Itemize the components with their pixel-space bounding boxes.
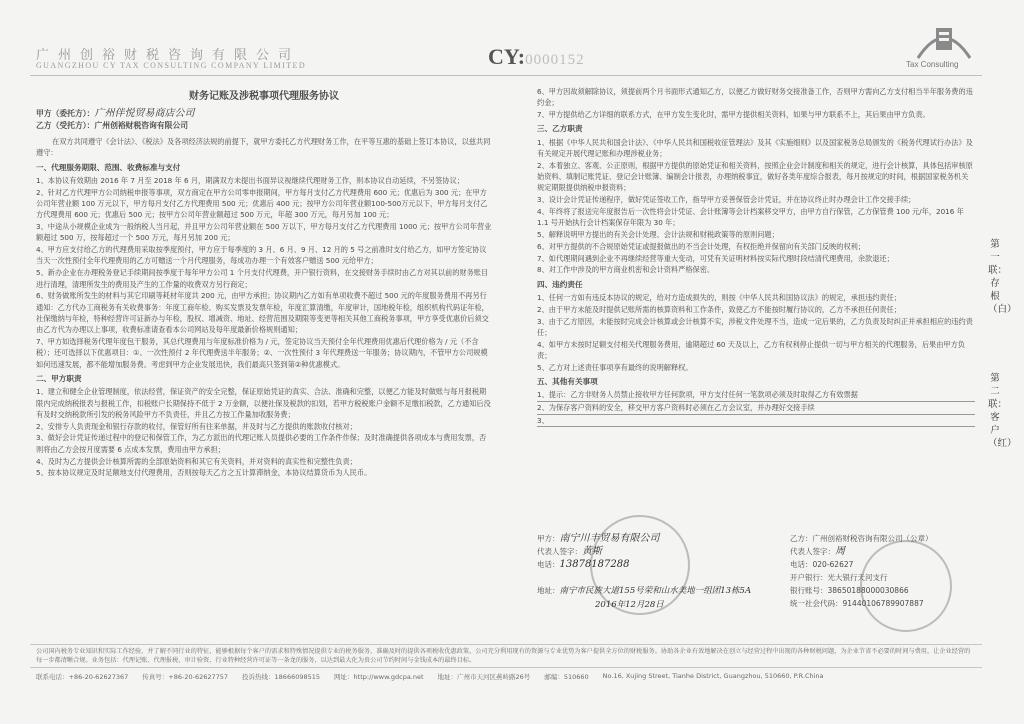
section-3-title: 三、乙方职责 [537,124,583,134]
section-2-title: 二、甲方职责 [36,373,82,383]
company-logo-icon [914,18,974,62]
clause: 2、本着独立、客观、公正原则，根据甲方提供的原始凭证和相关资料，按照企业会计制度和相关的规定，进行会计核算，具体包括审核原始资料、填制记账凭证、登记会计账簿、编制会计报表，办理纳税事宜，做好各类年度综合报表，每月按规定的时间，根据国家税务机关规定期限提供纳税申报资料； [537,160,973,193]
sig-credit-b-value: 91440106789907887 [842,599,924,608]
section-4-title: 四、违约责任 [537,279,583,289]
party-a-signature-block [537,532,787,612]
party-b-label: 乙方（受托方）： [36,121,95,130]
clause: 4、年终将了报送完年度报告后一次性将会计凭证、会计账簿等会计档案移交甲方，由甲方自行保管，乙方保管费 100 元/年，2016 年 1.1 号开始执行会计档案保存年限为 30 年； [537,206,964,228]
clause: 4、甲方应支付给乙方的代理费用采取按季度预付，甲方应于每季度的 3 月、6 月、9 月、12 月的 5 号之前准时支付给乙方，如甲方签定协议当天一次性预付全年代理费用的乙方可赠送一个月代理服务，每成功办理一个有效客户赠送 500 元给甲方； [36,245,487,266]
party-a-line [36,108,492,120]
footer-tel: 联系电话：+86-20-62627367 [36,673,129,681]
party-a-value: 广州伴悦贸易商店公司 [94,108,195,119]
footer-zip: 邮编：510660 [544,673,589,681]
sig-phone-a-label: 电话： [537,560,560,569]
clause: 3、设计会计凭证传递程序，做好凭证签收工作，指导甲方妥善保管会计凭证，并在协议终止时办理会计工作交接手续； [537,195,916,205]
footer-address-cn: 地址：广州市天河区燕岭路26号 [437,673,531,681]
party-b-signature-block [790,532,980,610]
header-divider [30,75,982,76]
sig-rep-a-value: 黄斯 [582,546,602,557]
clause: 6、对甲方提供的不合规原始凭证或提报做出的不当会计处理，有权拒绝并保留向有关部门反映的权利； [537,241,866,251]
sig-credit-b-label: 统一社会代码： [790,599,843,608]
sig-party-a-label: 甲方： [537,534,560,543]
right-column [537,86,975,428]
footer-fax: 传真号：+86-20-62627757 [142,673,229,681]
section-1-title: 一、代理服务期限、范围、收费标准与支付 [36,162,181,172]
party-b-value: 广州创裕财税咨询有限公司 [94,121,189,130]
serial-prefix: CY: [488,44,526,69]
footer-hotline: 投诉热线：18666098515 [242,673,321,681]
clause: 1、建立和健全企业管理制度，依法经营，保证资产的安全完整，保证原始凭证的真实、合法、准确和完整，以便乙方能及时做账与每月报税期限内完成纳税报表与报税工作，扣税账户长期保持不低于 2 万金额，以便社保及税款的扣划，若甲方税税账户金额不足缴扣税款，乙方通知后没有及时交纳税款所引发的税务风险甲方不负责任，并且乙方按工作量加收服务费； [36,387,491,419]
clause: 6、甲方因故须解除协议，须提前两个月书面形式通知乙方，以便乙方做好财务交接准备工作，否则甲方需向乙方支付相当半年服务费的违约金； [537,87,973,108]
sig-account-b-value: 38650188000030866 [827,586,909,595]
clause: 8、对工作中涉及的甲方商业机密和会计资料严格保密。 [537,265,715,275]
footer-contacts [36,672,976,681]
clause: 2、针对乙方代理甲方公司纳税申报等事项，双方商定在甲方公司零申报期间，甲方每月支付乙方代理费用 600 元；优惠后为 300 元；在甲方公司年营业额 100 万元以下，甲方每月支付乙方代理费用 500 元；优惠后 400 元；按甲方公司年营业额100-500万元以下，甲方每月支付乙方代理费用 600 元；优惠后 500 元；按甲方公司年营业额超过 500 万元，年超 300 万元，每月另加 100 元； [36,187,488,220]
clause: 2、由于甲方未能及时提供记账所需的核算资料和工作条件，致使乙方不能按时履行协议的，乙方不承担任何责任； [537,304,901,314]
sig-party-b-company: 广州创裕财税咨询有限公司（公章） [812,534,933,543]
clause: 1、本协议有效期由 2016 年 7 月至 2018 年 6 月，期满双方未提出书面异议视继续代理财务工作，则本协议自动延续，不另签协议； [36,175,464,185]
sig-date: 2016年12月28日 [595,600,664,610]
sig-phone-a-value: 13878187288 [559,559,630,570]
clause: 1、提示：乙方非财务人员禁止接收甲方任何款项，甲方支付任何一笔款项必须及时取得乙方有效票据 [537,389,975,401]
sig-phone-b-value: 020-62627 [812,560,854,569]
clause: 1、根据《中华人民共和国会计法》、《中华人民共和国税收征管理法》及其《实施细则》以及国家税务总局颁发的《税务代理试行办法》及有关规定开展代理记账和办理涉税业务； [537,137,973,158]
sig-bank-b-value: 光大银行天河支行 [827,573,888,582]
copy-label-client: 第二联：客户（红） [988,373,1017,449]
clause: 1、任何一方如有违反本协议的规定，给对方造成损失的，则按《中华人民共和国协议法》的规定，承担违约责任； [537,293,901,303]
party-b-line [36,120,492,132]
clause: 7、甲方如选择税务代理年度包干服务，其总代理费用与年度标准价格为 / 元，签定协议当天预付全年代理费用优惠后代理价格为 / 元（不含税）；还可选择以下优惠项目：①、一次性预付 2 年代理费送半年服务；②、一次性预付 3 年代理费送一年服务；协议期内，不管甲方公司规模如何迅速发展，都不能增加服务费。考虑到甲方企业发展迅快，我们最高只签到第②种优惠模式。 [36,337,488,369]
preamble: 在双方共同遵守《会计法》、《税法》及各项经济法规的前提下，就甲方委托乙方代理财务工作，在平等互惠的基础上签订本协议，以兹共同遵守： [36,137,491,158]
clause: 4、如甲方未按时足额支付相关代理服务费用，逾期超过 60 天及以上，乙方有权利停止提供一切与甲方相关的代理服务，后果由甲方负责； [537,339,965,361]
party-a-label: 甲方（委托方）： [36,109,95,118]
footer-address-en: No.16, Xujing Street, Tianhe District, Guangzhou, 510660, P.R.China [602,672,824,680]
clause: 4、及时为乙方提供会计核算所需的全部原始资料和其它有关资料，并对资料的真实性和完整性负责； [36,456,357,466]
clause: 5、乙方对上述责任事项享有最终的说明解释权。 [537,362,693,372]
clause: 5、解释说明甲方提出的有关会计处理、会计法规和财税政策等的原则问题； [537,230,779,240]
clause: 3、 [537,415,975,427]
sig-party-a-company: 南宁川丰贸易有限公司 [559,533,660,544]
sig-phone-b-label: 电话： [790,560,813,569]
company-name-en: GUANGZHOU CY TAX CONSULTING COMPANY LIMITED [36,61,307,70]
clause: 2、为保存客户资料的安全，移交甲方客户资料时必须在乙方会议室，并办理好交接手续 [537,402,975,414]
left-column [36,90,492,479]
clause: 2、安排专人负责现金和银行存款的收付，保管好所有往来单据，并及时与乙方提供的账款收付核对； [36,421,357,431]
sig-account-b-label: 银行账号： [790,586,828,595]
sig-address-a-value: 南宁市民族大道155号荣和山水美地一组团13栋5A [559,586,752,596]
footnote-divider [30,644,982,645]
clause: 6、财务做账所发生的材料与其它印刷等耗材年度共 200 元，由甲方承担；协议期内乙方如有单项收费不超过 500 元的年度服务费用不再另行通知：乙方代办工商税务有关收费事务：年度工商年检、购买发票及发票年检，年度汇算清缴，年度审计，国地税年检，组织机构代码证年检，社保缴纳与年检，特种经营许可证新办与年检，股权、增减资、地址、经营范围及期限等变更等相关其他工商税务事项，甲方享受优惠价后须交由乙方代为办理以上事项，收费标准请查看本公司网站及每年度最新价格规则通知； [36,291,489,335]
clause: 5、按本协议规定及时足额地支付代理费用，否则按每天乙方之五计算滞纳金，本协议结算货币为人民币。 [36,468,372,478]
sig-party-b-label: 乙方： [790,534,813,543]
serial-digits: 0000152 [525,52,585,68]
clause: 3、由于乙方原因，未能按时完成会计核算或会计核算不实，涉税文件处理不当，造成一定后果的，乙方负责及时纠正并承担相应的违约责任； [537,316,973,337]
document-title: 财务记账及涉税事项代理服务协议 [189,91,339,102]
company-name-cn: 广州创裕财税咨询有限公司 [36,48,301,63]
sig-bank-b-label: 开户银行： [790,573,828,582]
sig-rep-b-value: 周 [835,546,845,557]
sig-rep-a-label: 代表人签字： [537,547,582,556]
footer-web: 网址：http://www.gdcpa.net [334,673,424,681]
clause: 3、中途从小规模企业成为一般纳税人当月起，并且甲方公司年营业额在 500 万以下，甲方每月支付乙方代理费用 1000 元；按甲方公司年营业额超过 500 万，按每超过一个 500 万元，每月另加 200 元； [36,222,492,243]
serial-number [488,44,585,70]
clause: 7、甲方提供给乙方详细的联系方式，在甲方发生变化时，需甲方提供相关资料，如果与甲方联系不上，其后果由甲方负责。 [537,110,930,120]
company-footnote: 公司国内税务专业知识和实际工作经验，并了解不同行业的特征，能够根据每个客户的需求和特殊情况提供专业的税务服务，准确及时的提供各项税收优惠政策，公司充分利用现有的资源与专业优势为客户提供全方位的财税服务。协助各企业有效地解决在创立与经营过程中出现的各种财税问题，为企业节省不必要的时间与费用，让企业经营的每一步都清晰合规。业务包括：代理记账、代理报税、审计验资、行业特种经营许可证等一条龙的服务，以达到最大化为贵公司节约时间与金钱成本的最终目标。 [36,648,971,664]
footer-divider [30,667,982,668]
clause: 7、如代理期间遇到企业不再继续经营等重大变动，可凭有关证明材料按实际代理时段结清代理费用，余款退还； [537,253,894,263]
sig-rep-b-label: 代表人签字： [790,547,835,556]
clause: 5、新办企业在办理税务登记手续期间按季度于每年甲方公司 1 个月支付代理费，开户银行资料，在交接财务手续时由乙方对其以前的财务账目进行清理，清理所发生的费用及产生的工作量的收费双方另行商定； [36,268,489,289]
clause: 3、做好会计凭证传递过程中的登记和保管工作，为乙方派出的代理记账人员提供必要的工作条件作保；及时准确提供各项成本与费用发票，否则将由乙方会按月度需要 6 点成本发票，费用由甲方承担； [36,433,487,454]
logo-caption: Tax Consulting [906,60,959,69]
sig-address-a-label: 地址： [537,586,560,595]
copy-label-stub: 第一联：存根（白） [988,239,1017,315]
section-5-title: 五、其他有关事项 [537,377,598,387]
